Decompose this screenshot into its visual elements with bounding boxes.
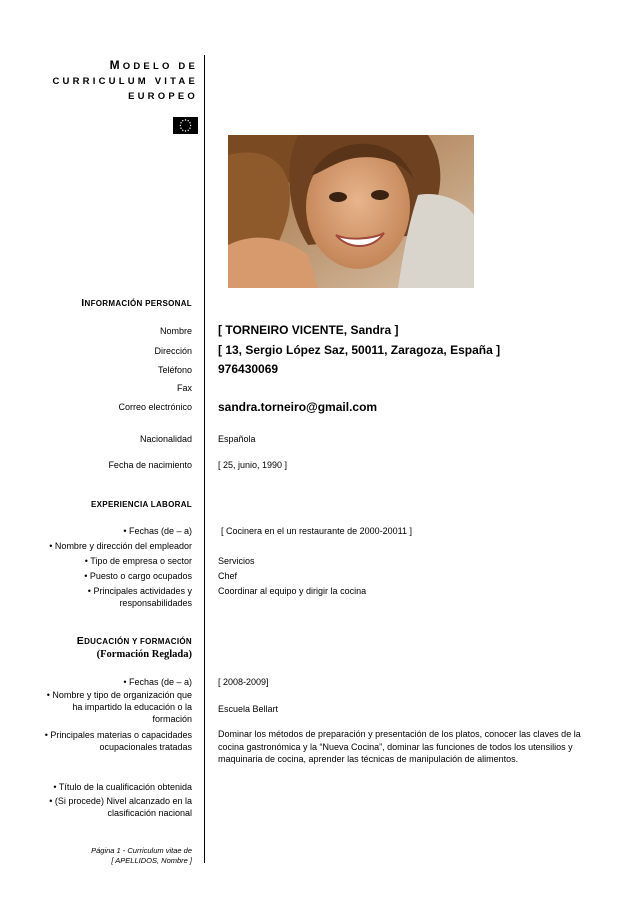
page-footer: [2, 846, 192, 866]
value-address: [ 13, Sergio López Saz, 50011, Zaragoza, España ]: [218, 343, 501, 357]
label-exp-activities-line1: • Principales actividades y: [87, 586, 192, 596]
cv-title: [20, 58, 198, 104]
label-birthdate: Fecha de nacimiento: [108, 460, 192, 470]
label-nationality: Nacionalidad: [139, 434, 192, 444]
value-exp-activities: Coordinar al equipo y dirigir la cocina: [218, 586, 367, 596]
label-email: Correo electrónico: [118, 402, 192, 412]
value-edu-organization: Escuela Bellart: [218, 704, 279, 714]
portrait-photo: [228, 135, 474, 288]
label-edu-org-line2: ha impartido la educación o la: [72, 702, 192, 712]
value-exp-dates: [ Cocinera en el un restaurante de 2000-20011 ]: [221, 526, 412, 536]
value-edu-subjects: Dominar los métodos de preparación y presentación de los platos, conocer las claves de la cocina gastronómica y la “Nueva Cocina”, dominar las funciones de todos los utensilios y maquinaria de cocina, aprender las técnicas de manipulación de alimentos.: [218, 729, 581, 764]
value-name: [ TORNEIRO VICENTE, Sandra ]: [218, 323, 399, 337]
label-fax: Fax: [176, 383, 192, 393]
label-edu-level-line1: • (Si procede) Nivel alcanzado en la: [49, 796, 192, 806]
label-edu-organization: [2, 689, 192, 725]
eu-flag-icon: [173, 117, 198, 134]
section-education: EDUCACIÓN Y FORMACIÓN: [76, 635, 192, 647]
label-exp-activities-line2: responsabilidades: [119, 598, 192, 608]
section-personal-info: INFORMACIÓN PERSONAL: [81, 297, 192, 309]
label-edu-dates: • Fechas (de – a): [123, 677, 192, 687]
label-exp-dates: • Fechas (de – a): [123, 526, 192, 536]
value-birthdate: [ 25, junio, 1990 ]: [218, 460, 288, 470]
value-edu-dates: [ 2008-2009]: [218, 677, 269, 687]
label-exp-employer: • Nombre y dirección del empleador: [49, 541, 192, 551]
label-phone: Teléfono: [157, 365, 192, 375]
label-address: Dirección: [154, 346, 192, 356]
label-exp-position: • Puesto o cargo ocupados: [84, 571, 192, 581]
label-edu-subjects-line2: ocupacionales tratadas: [99, 742, 192, 752]
title-line-2: CURRICULUM VITAE: [52, 76, 198, 87]
label-name: Nombre: [159, 326, 192, 336]
label-exp-sector: • Tipo de empresa o sector: [84, 556, 192, 566]
label-edu-level: [2, 795, 192, 819]
value-exp-sector: Servicios: [218, 556, 255, 566]
title-line-3: EUROPEO: [128, 91, 198, 102]
label-edu-org-line1: • Nombre y tipo de organización que: [46, 690, 192, 700]
label-edu-subjects: [2, 729, 192, 753]
value-email: sandra.torneiro@gmail.com: [218, 400, 378, 414]
value-nationality: Española: [218, 434, 256, 444]
footer-line-1: Página 1 - Curriculum vitae de: [91, 846, 192, 855]
section-experience: EXPERIENCIA LABORAL: [91, 500, 192, 509]
value-exp-position: Chef: [218, 571, 238, 581]
label-edu-qualification: • Título de la cualificación obtenida: [53, 782, 192, 792]
footer-line-2: [ APELLIDOS, Nombre ]: [111, 856, 192, 865]
label-edu-org-line3: formación: [152, 714, 192, 724]
education-subtitle: (Formación Reglada): [96, 649, 192, 660]
label-exp-activities: [2, 585, 192, 609]
label-edu-subjects-line1: • Principales materias o capacidades: [44, 730, 192, 740]
value-phone: 976430069: [218, 362, 279, 376]
vertical-divider: [204, 55, 205, 863]
title-line-1: MODELO DE: [109, 58, 198, 72]
label-edu-level-line2: clasificación nacional: [107, 808, 192, 818]
